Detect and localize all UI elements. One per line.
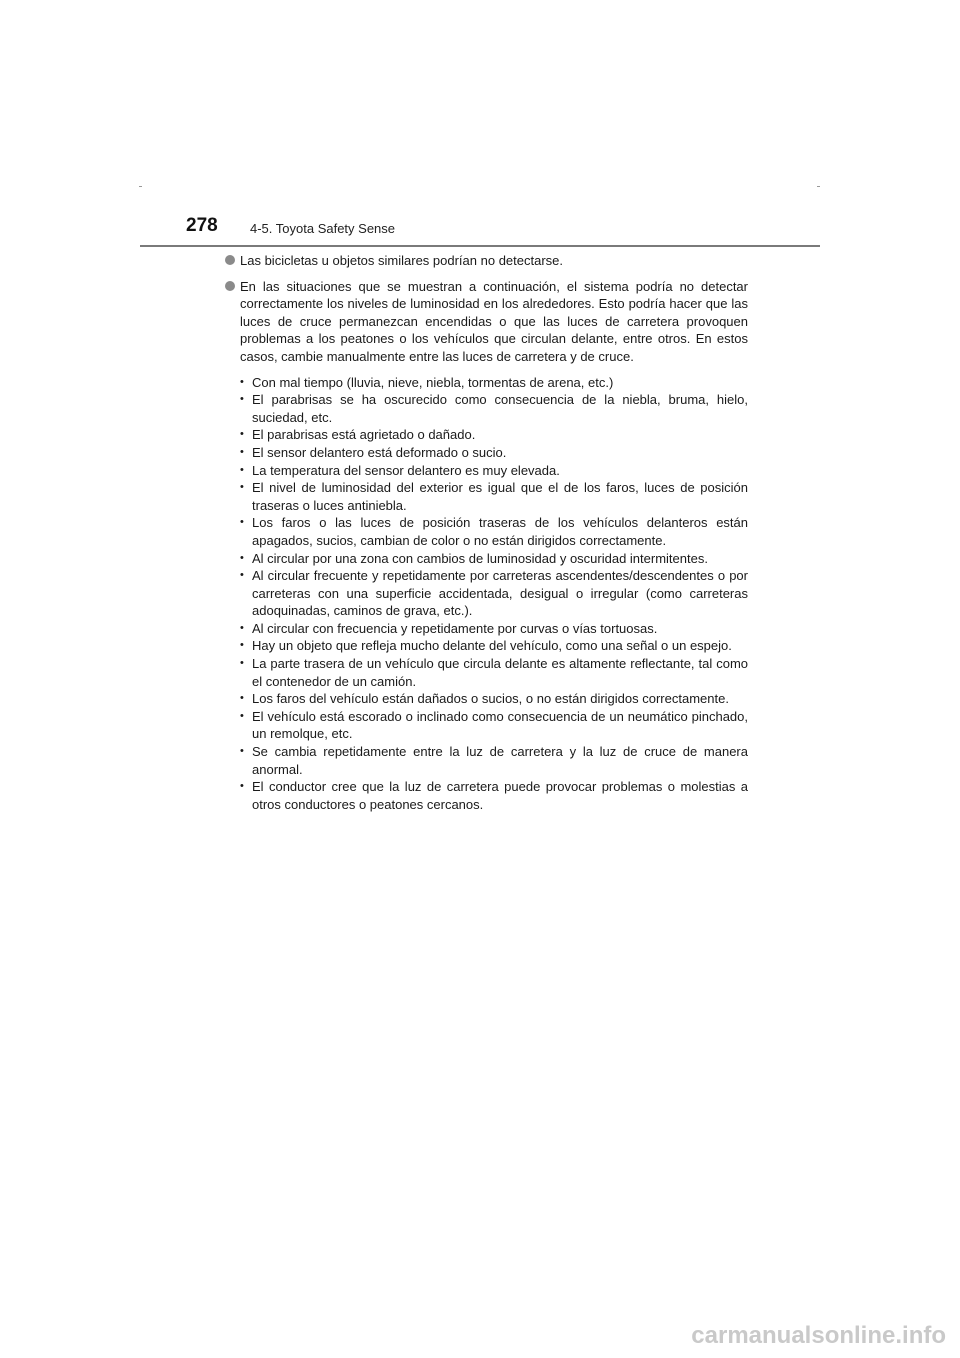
watermark-logo: carmanualsonline.info <box>691 1322 946 1349</box>
bullet-point <box>224 252 748 270</box>
main-content <box>224 252 748 813</box>
list-item: • Al circular con frecuencia y repetidamente por curvas o vías tortuosas. <box>240 620 748 638</box>
crop-mark-left <box>139 186 142 187</box>
list-item: • Al circular por una zona con cambios de luminosidad y oscuridad intermitentes. <box>240 550 748 568</box>
list-item: • Se cambia repetidamente entre la luz de carretera y la luz de cruce de manera anormal. <box>240 743 748 778</box>
bullet-text: Las bicicletas u objetos similares podrían no detectarse. <box>240 253 564 268</box>
list-item: • El sensor delantero está deformado o sucio. <box>240 444 748 462</box>
list-item: • La temperatura del sensor delantero es muy elevada. <box>240 462 748 480</box>
list-item: • El conductor cree que la luz de carretera puede provocar problemas o molestias a otros conductores o peatones cercanos. <box>240 778 748 813</box>
bullet-point <box>224 278 748 366</box>
list-item: • Con mal tiempo (lluvia, nieve, niebla, tormentas de arena, etc.) <box>240 374 748 392</box>
page-number: 278 <box>186 215 218 236</box>
section-title: 4-5. Toyota Safety Sense <box>250 221 396 236</box>
list-item: • Los faros del vehículo están dañados o sucios, o no están dirigidos correctamente. <box>240 690 748 708</box>
list-item: • El parabrisas se ha oscurecido como consecuencia de la niebla, bruma, hielo, suciedad, etc. <box>240 391 748 426</box>
list-item: • El parabrisas está agrietado o dañado. <box>240 426 748 444</box>
list-item: • El vehículo está escorado o inclinado como consecuencia de un neumático pinchado, un remolque, etc. <box>240 708 748 743</box>
condition-list <box>240 374 748 814</box>
bullet-text: En las situaciones que se muestran a continuación, el sistema podría no detectar correctamente los niveles de luminosidad en los alrededores. Esto podría hacer que las luces de cruce permanezcan encendidas o que las luces de carretera provoquen problemas a los peatones o los vehículos que circulan delante, entre otros. En estos casos, cambie manualmente entre las luces de carretera y de cruce. <box>240 278 748 364</box>
list-item: • Los faros o las luces de posición traseras de los vehículos delanteros están apagados, sucios, cambian de color o no están dirigidos correctamente. <box>240 514 748 549</box>
bullet-dot-icon <box>225 255 235 265</box>
list-item: • Hay un objeto que refleja mucho delante del vehículo, como una señal o un espejo. <box>240 637 748 655</box>
bullet-dot-icon <box>225 281 235 291</box>
list-item: • El nivel de luminosidad del exterior es igual que el de los faros, luces de posición traseras o luces antiniebla. <box>240 479 748 514</box>
header-rule <box>140 245 820 247</box>
list-item: • La parte trasera de un vehículo que circula delante es altamente reflectante, tal como el contenedor de un camión. <box>240 655 748 690</box>
crop-mark-right <box>817 186 820 187</box>
list-item: • Al circular frecuente y repetidamente por carreteras ascendentes/descendentes o por carreteras con una superficie accidentada, desigual o irregular (como carreteras adoquinadas, caminos de grava, etc.). <box>240 567 748 620</box>
